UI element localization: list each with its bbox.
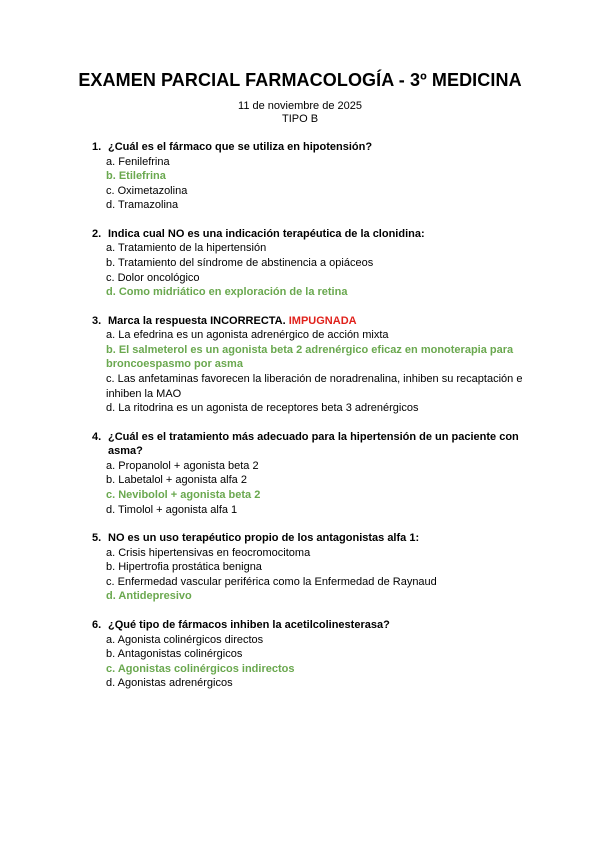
question-2: [92, 227, 532, 300]
option-c: c. Oximetazolina: [106, 184, 188, 197]
option-a: a. La efedrina es un agonista adrenérgico de acción mixta: [106, 329, 389, 342]
option-b: b. Tratamiento del síndrome de abstinencia a opiáceos: [106, 256, 374, 269]
option-b: b. Labetalol + agonista alfa 2: [106, 474, 247, 487]
option-d: d. La ritodrina es un agonista de receptores beta 3 adrenérgicos: [106, 402, 419, 415]
option-a: a. Fenilefrina: [106, 155, 170, 168]
question-number: 5.: [92, 532, 102, 545]
option-c: c. Dolor oncológico: [106, 271, 200, 284]
question-list: [92, 140, 532, 705]
option-d: d. Como midriático en exploración de la retina: [106, 286, 348, 299]
question-text: Marca la respuesta INCORRECTA.: [108, 314, 286, 327]
exam-date: 11 de noviembre de 2025: [238, 100, 362, 112]
question-number: 4.: [92, 430, 102, 443]
challenged-flag: IMPUGNADA: [288, 314, 357, 327]
option-b: b. Hipertrofia prostática benigna: [106, 561, 262, 574]
option-c: c. Nevibolol + agonista beta 2: [106, 489, 261, 501]
question-number: 3.: [92, 314, 102, 327]
option-c: c. Las anfetaminas favorecen la liberación de noradrenalina, inhiben su recaptación e inhiben la MAO: [106, 373, 523, 400]
option-a: a. Crisis hipertensivas en feocromocitoma: [106, 546, 311, 559]
question-4: [92, 430, 532, 517]
option-c: c. Enfermedad vascular periférica como la Enfermedad de Raynaud: [106, 575, 437, 588]
option-b: b. El salmeterol es un agonista beta 2 adrenérgico eficaz en monoterapia para broncoespasmo por asma: [106, 343, 514, 371]
question-number: 6.: [92, 619, 102, 632]
option-a: a. Propanolol + agonista beta 2: [106, 459, 259, 472]
question-3: [92, 314, 532, 416]
option-d: d. Tramazolina: [106, 199, 179, 212]
question-text: Indica cual NO es una indicación terapéutica de la clonidina:: [108, 227, 425, 240]
question-text: NO es un uso terapéutico propio de los antagonistas alfa 1:: [108, 532, 420, 545]
option-d: d. Agonistas adrenérgicos: [106, 677, 233, 690]
option-b: b. Antagonistas colinérgicos: [106, 648, 243, 661]
question-number: 2.: [92, 227, 102, 240]
exam-title: EXAMEN PARCIAL FARMACOLOGÍA - 3º MEDICINA: [78, 70, 522, 90]
option-b: b. Etilefrina: [106, 170, 166, 183]
question-1: [92, 140, 532, 213]
option-c: c. Agonistas colinérgicos indirectos: [106, 662, 295, 675]
option-a: a. Agonista colinérgicos directos: [106, 633, 264, 646]
question-text: ¿Cuál es el tratamiento más adecuado para la hipertensión de un paciente con asma?: [108, 430, 519, 458]
question-5: [92, 531, 532, 604]
option-a: a. Tratamiento de la hipertensión: [106, 242, 267, 255]
exam-type: TIPO B: [281, 113, 319, 125]
option-d: d. Antidepresivo: [106, 590, 192, 603]
question-number: 1.: [92, 141, 102, 153]
question-text-wrap: [108, 314, 532, 329]
question-6: [92, 618, 532, 691]
question-text: ¿Qué tipo de fármacos inhiben la acetilcolinesterasa?: [108, 619, 390, 632]
option-d: d. Timolol + agonista alfa 1: [106, 503, 238, 516]
question-text: ¿Cuál es el fármaco que se utiliza en hipotensión?: [108, 141, 373, 153]
